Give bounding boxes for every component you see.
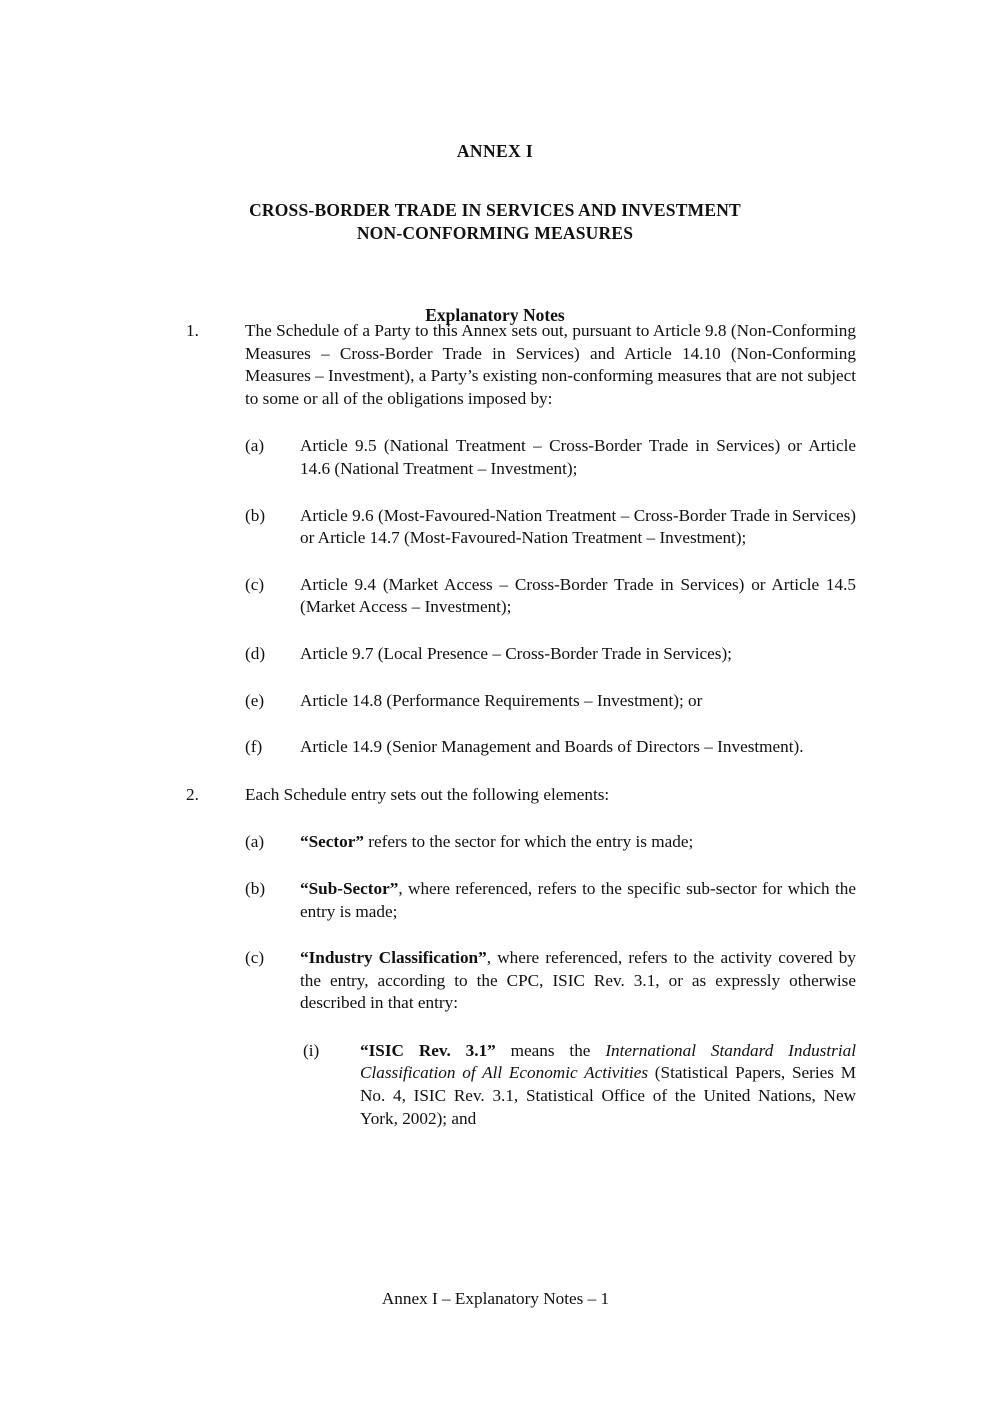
list-item — [245, 505, 856, 550]
list-item-body: , where referenced, refers to the specific sub-sector for which the entry is made; — [300, 878, 856, 921]
paragraph-2-text: Each Schedule entry sets out the following elements: — [245, 784, 610, 804]
document-subtitle-line-2: NON-CONFORMING MEASURES — [356, 223, 634, 243]
list-item-text — [300, 947, 856, 1015]
list-item-marker: (c) — [245, 948, 265, 968]
list-item-marker: (b) — [245, 878, 266, 898]
section-title: Explanatory Notes — [425, 305, 565, 325]
defined-term: “Sub-Sector” — [300, 878, 399, 898]
list-item — [245, 435, 856, 480]
list-item-text: Article 9.4 (Market Access – Cross-Border Trade in Services) or Article 14.5 (Market Access – Investment); — [300, 574, 856, 617]
list-item-text: Article 14.9 (Senior Management and Boards of Directors – Investment). — [300, 737, 804, 757]
list-item-marker: (d) — [245, 643, 266, 663]
sub-list-item-tail: (Statistical Papers, Series M No. 4, ISIC Rev. 3.1, Statistical Office of the United Nations, New York, 2002); and — [360, 1063, 856, 1128]
list-item — [245, 736, 856, 759]
sub-list-item-marker: (i) — [303, 1040, 320, 1060]
document-subtitle-line-1: CROSS-BORDER TRADE IN SERVICES AND INVESTMENT — [249, 200, 741, 220]
paragraph-1 — [186, 320, 856, 410]
list-item-marker: (a) — [245, 832, 265, 852]
defined-term: “Industry Classification” — [300, 948, 487, 968]
list-item-text — [300, 878, 856, 923]
list-item-body: , where referenced, refers to the activity covered by the entry, according to the CPC, ISIC Rev. 3.1, or as expressly otherwise described in that entry: — [300, 948, 856, 1013]
defined-term: “Sector” — [300, 832, 364, 852]
list-item — [245, 574, 856, 619]
sub-list-item-text — [360, 1040, 856, 1130]
list-item-text — [300, 831, 856, 854]
sub-list-item-lead: means the — [495, 1040, 606, 1060]
publication-title: International Standard Industrial Classification of All Economic Activities — [360, 1040, 856, 1083]
list-item-marker: (c) — [245, 574, 265, 594]
list-item-text: Article 9.7 (Local Presence – Cross-Border Trade in Services); — [300, 643, 732, 663]
list-item-text: Article 9.6 (Most-Favoured-Nation Treatment – Cross-Border Trade in Services) or Article 14.7 (Most-Favoured-Nation Treatment – Investment); — [300, 505, 856, 548]
list-item — [245, 643, 856, 666]
list-item-marker: (a) — [245, 436, 265, 456]
list-item-text: Article 9.5 (National Treatment – Cross-Border Trade in Services) or Article 14.6 (National Treatment – Investment); — [300, 436, 856, 478]
list-item — [245, 831, 856, 854]
page-footer: Annex I – Explanatory Notes – 1 — [381, 1289, 610, 1308]
page-title: ANNEX I — [456, 141, 534, 161]
list-item-marker: (f) — [245, 737, 263, 757]
paragraph-1-marker: 1. — [186, 321, 199, 340]
list-item — [245, 947, 856, 1015]
list-item-marker: (e) — [245, 690, 265, 710]
paragraph-1-text: The Schedule of a Party to this Annex sets out, pursuant to Article 9.8 (Non-Conforming Measures – Cross-Border Trade in Services) and Article 14.10 (Non-Conforming Measures – Investment), a Party’s existing non-conforming measures that are not subject to some or all of the obligations imposed by: — [245, 321, 856, 408]
list-item — [245, 690, 856, 713]
list-item-marker: (b) — [245, 505, 266, 525]
document-heading-block — [135, 140, 855, 326]
paragraph-2-marker: 2. — [186, 784, 199, 804]
list-item-body: refers to the sector for which the entry is made; — [363, 832, 694, 852]
list-item-text: Article 14.8 (Performance Requirements – Investment); or — [300, 690, 703, 710]
document-subtitle — [135, 199, 855, 245]
defined-term: “ISIC Rev. 3.1” — [360, 1040, 496, 1060]
paragraph-2 — [186, 784, 856, 807]
sub-list-item — [303, 1040, 856, 1130]
document-body — [186, 320, 856, 1130]
list-item — [245, 878, 856, 923]
